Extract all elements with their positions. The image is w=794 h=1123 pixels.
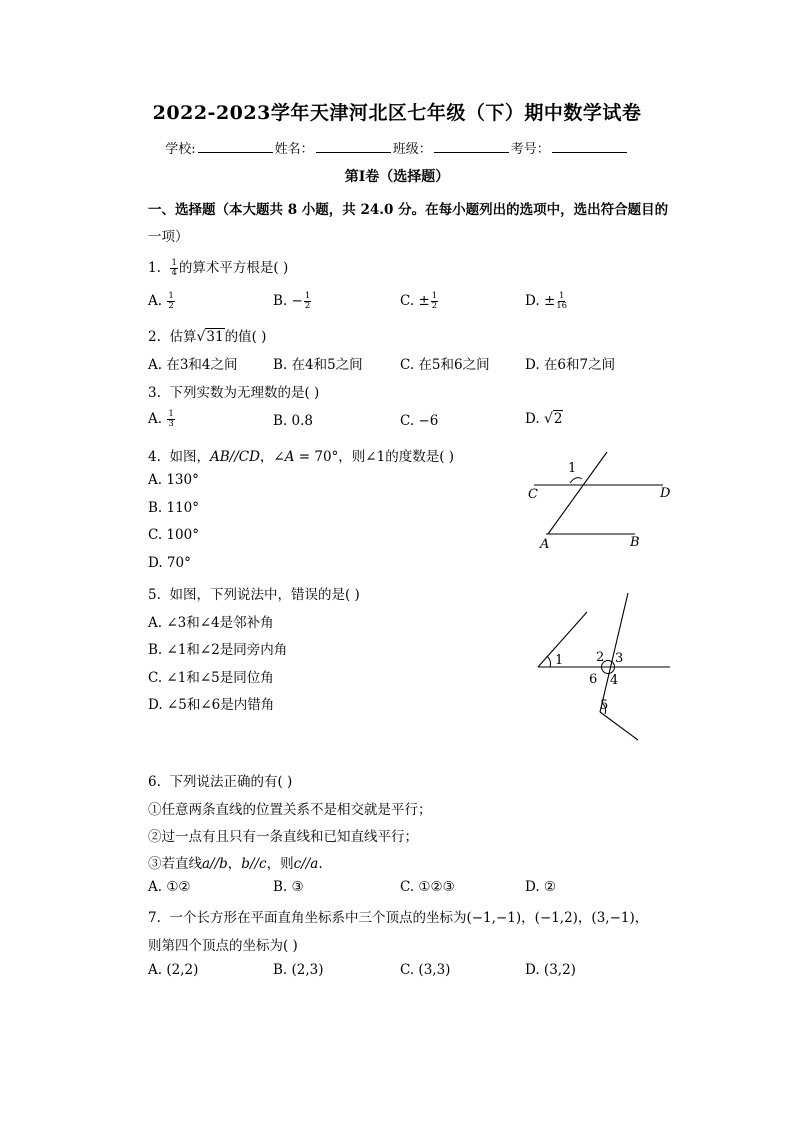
- q5-option-a[interactable]: A. ∠3和∠4是邻补角: [148, 615, 274, 631]
- q6-option-b[interactable]: B. ③: [273, 879, 304, 895]
- q5-option-d[interactable]: D. ∠5和∠6是内错角: [148, 697, 275, 713]
- section-heading-line2: 一项）: [148, 229, 189, 245]
- question-text: 下列说法正确的有( ): [169, 774, 293, 790]
- q4-figure: [520, 450, 680, 555]
- label-d: D: [660, 486, 671, 501]
- question-number: 4.: [148, 449, 161, 465]
- question-4: 4. 如图，AB//CD，∠A = 70°，则∠1的度数是( ): [148, 449, 455, 465]
- class-label: 班级：: [392, 142, 432, 157]
- q6-option-a[interactable]: A. ①②: [148, 879, 191, 895]
- q3-option-d[interactable]: D. √2: [525, 411, 563, 427]
- question-6: [148, 770, 292, 790]
- q7-option-a[interactable]: A. (2,2): [148, 962, 199, 978]
- exam-no-label: 考号：: [510, 142, 550, 157]
- label-angle-6: 6: [589, 672, 598, 687]
- q5-option-b[interactable]: B. ∠1和∠2是同旁内角: [148, 642, 288, 658]
- label-angle-5: 5: [600, 698, 609, 713]
- q4-option-c[interactable]: C. 100°: [148, 527, 199, 543]
- q5-figure: [530, 590, 675, 745]
- fraction: $\frac{1}{2}$: [168, 291, 174, 311]
- fraction: $\frac{1}{16}$: [556, 291, 568, 311]
- label-a: A: [540, 537, 550, 552]
- q3-option-c[interactable]: C. −6: [400, 413, 439, 429]
- lower-line: [600, 712, 638, 740]
- q1-option-c[interactable]: C. ± $\frac{1}{2}$: [400, 291, 438, 311]
- question-text: 一个长方形在平面直角坐标系中三个顶点的坐标为(−1,−1)，(−1,2)，(3,−1)，: [169, 910, 649, 926]
- q2-option-a[interactable]: A. 在3和4之间: [148, 357, 238, 373]
- q6-statement-2: ②过一点有且只有一条直线和已知直线平行；: [148, 829, 418, 845]
- label-angle-3: 3: [615, 651, 624, 666]
- q3-option-a[interactable]: A. $\frac{1}{3}$: [148, 409, 174, 429]
- q7-option-b[interactable]: B. (2,3): [273, 962, 324, 978]
- school-label: 学校:: [165, 142, 196, 157]
- question-number: 6.: [148, 774, 161, 790]
- question-text: 如图，下列说法中，错误的是( ): [169, 587, 360, 603]
- fraction: $\frac{1}{3}$: [168, 409, 174, 429]
- question-number: 1.: [148, 260, 161, 276]
- q7-option-d[interactable]: D. (3,2): [525, 962, 576, 978]
- q4-option-d[interactable]: D. 70°: [148, 555, 191, 571]
- angle-1-arc: [570, 478, 582, 483]
- question-number: 5.: [148, 587, 161, 603]
- radical-sign: √: [543, 411, 553, 427]
- radical-sign: √: [196, 329, 206, 345]
- q2-option-c[interactable]: C. 在5和6之间: [400, 357, 490, 373]
- q7-option-c[interactable]: C. (3,3): [400, 962, 451, 978]
- question-text: 的算术平方根是( ): [178, 260, 289, 276]
- q1-option-b[interactable]: B. − $\frac{1}{2}$: [273, 291, 311, 311]
- question-text: 下列实数为无理数的是( ): [169, 385, 320, 401]
- label-angle-4: 4: [610, 673, 619, 688]
- q2-option-b[interactable]: B. 在4和5之间: [273, 357, 363, 373]
- label-c: C: [528, 487, 538, 502]
- q4-option-a[interactable]: A. 130°: [148, 472, 199, 488]
- q4-option-b[interactable]: B. 110°: [148, 500, 200, 516]
- q6-statement-3: ③若直线a//b，b//c，则c//a.: [148, 856, 323, 872]
- question-7-line2: 则第四个顶点的坐标为( ): [148, 938, 298, 954]
- label-angle-2: 2: [596, 650, 605, 665]
- class-blank[interactable]: [434, 140, 509, 153]
- q3-option-b[interactable]: B. 0.8: [273, 413, 313, 429]
- name-label: 姓名：: [274, 142, 314, 157]
- question-7-line1: [148, 906, 648, 926]
- question-1: [148, 256, 288, 278]
- section-heading-line1: 一、选择题（本大题共 8 小题，共 24.0 分。在每小题列出的选项中，选出符合题目的: [148, 202, 669, 218]
- fraction: $\frac{1}{2}$: [431, 291, 438, 311]
- question-number: 3.: [148, 385, 161, 401]
- student-info-line: [0, 138, 794, 157]
- question-number: 2.: [148, 329, 161, 345]
- q2-option-d[interactable]: D. 在6和7之间: [525, 357, 616, 373]
- q1-option-a[interactable]: A. $\frac{1}{2}$: [148, 291, 174, 311]
- page-title: 2022-2023学年天津河北区七年级（下）期中数学试卷: [152, 102, 642, 124]
- angle-1-arc: [547, 656, 551, 667]
- q1-option-d[interactable]: D. ± $\frac{1}{16}$: [525, 291, 568, 311]
- exam-no-blank[interactable]: [552, 140, 627, 153]
- question-number: 7.: [148, 910, 161, 926]
- school-blank[interactable]: [198, 140, 273, 153]
- label-b: B: [630, 535, 640, 550]
- transversal: [548, 452, 607, 534]
- fraction: $\frac{1}{2}$: [304, 291, 311, 311]
- question-3: [148, 381, 319, 401]
- fraction: $\frac{1}{4}$: [171, 258, 177, 278]
- name-blank[interactable]: [316, 140, 391, 153]
- volume-heading: 第I卷（选择题）: [344, 169, 450, 185]
- question-5: [148, 583, 360, 603]
- q6-option-c[interactable]: C. ①②③: [400, 879, 455, 895]
- q6-option-d[interactable]: D. ②: [525, 879, 557, 895]
- label-angle-1: 1: [555, 653, 564, 668]
- q6-statement-1: ①任意两条直线的位置关系不是相交就是平行；: [148, 802, 432, 818]
- q5-option-c[interactable]: C. ∠1和∠5是同位角: [148, 670, 274, 686]
- question-2: 2. 估算√31的值( ): [148, 329, 267, 345]
- label-angle-1: 1: [568, 461, 577, 476]
